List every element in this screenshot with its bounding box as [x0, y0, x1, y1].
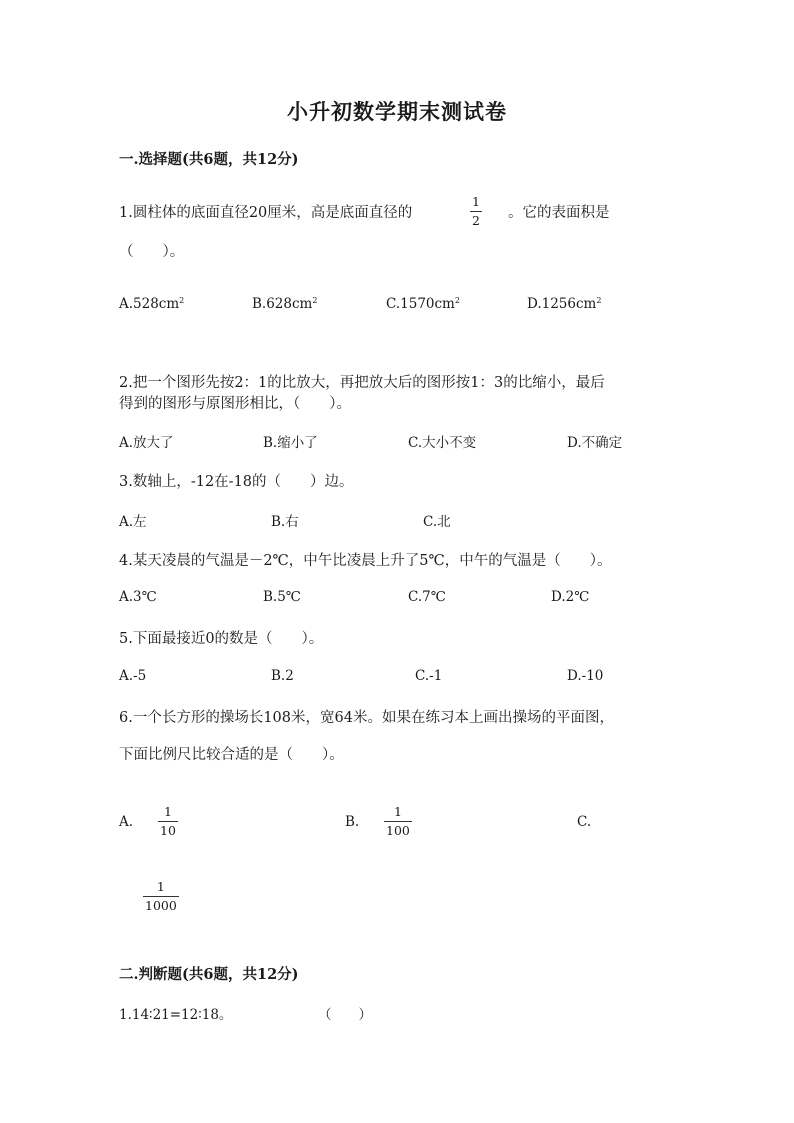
question-3-option-a: A.左	[119, 514, 147, 530]
question-6-text-line2: 下面比例尺比较合适的是（ ）。	[119, 747, 344, 763]
question-6-option-b-fraction	[384, 805, 412, 838]
question-5-text: 5.下面最接近0的数是（ ）。	[119, 631, 324, 647]
fraction-denominator: 1000	[145, 897, 177, 913]
judgement-1-answer-blank: （ ）	[318, 1007, 372, 1023]
question-5-option-d: D.-10	[567, 668, 604, 684]
question-2-option-d: D.不确定	[567, 435, 623, 451]
question-1-text-tail: 。它的表面积是	[508, 205, 610, 221]
page-title: 小升初数学期末测试卷	[287, 99, 507, 124]
question-6-option-a-fraction	[158, 805, 178, 838]
question-3-option-b: B.右	[271, 514, 299, 530]
question-3-text: 3.数轴上，-12在-18的（ ）边。	[119, 474, 354, 490]
question-4-option-a: A.3℃	[119, 589, 157, 605]
question-1-text: 1.圆柱体的底面直径20厘米，高是底面直径的	[119, 205, 413, 221]
question-2-option-a: A.放大了	[119, 435, 174, 451]
question-5-option-c: C.-1	[415, 668, 443, 684]
question-6-text: 6.一个长方形的操场长108米，宽64米。如果在练习本上画出操场的平面图，	[119, 710, 614, 726]
fraction-numerator: 1	[156, 879, 165, 894]
question-1-option-d: $D.1256cm^2$	[527, 296, 602, 312]
question-4-option-b: B.5℃	[263, 589, 301, 605]
question-2-text-line2: 得到的图形与原图形相比，（ ）。	[119, 396, 351, 412]
question-6-option-b-label: B.	[345, 814, 360, 830]
section-heading-choice: 一.选择题(共6题，共12分)	[119, 151, 299, 168]
fraction-numerator: 1	[163, 804, 172, 819]
question-3-option-c: C.北	[423, 514, 451, 530]
question-6-option-c-fraction	[143, 880, 179, 913]
question-5-option-b: B.2	[271, 668, 294, 684]
question-1-option-a: $A.528cm^2$	[119, 296, 185, 312]
question-4-option-c: C.7℃	[408, 589, 446, 605]
question-6-option-c-label: C.	[577, 814, 592, 830]
question-2-text: 2.把一个图形先按2：1的比放大，再把放大后的图形按1：3的比缩小，最后	[119, 375, 605, 391]
fraction-denominator: 2	[472, 212, 480, 228]
fraction-denominator: 10	[160, 822, 176, 838]
question-4-option-d: D.2℃	[551, 589, 590, 605]
fraction-numerator: 1	[393, 804, 402, 819]
question-2-option-b: B.缩小了	[263, 435, 318, 451]
question-6-option-a-label: A.	[119, 814, 134, 830]
question-1-option-b: $B.628cm^2$	[252, 296, 318, 312]
question-2-option-c: C.大小不变	[408, 435, 477, 451]
section-heading-judgement: 二.判断题(共6题，共12分)	[119, 966, 299, 983]
question-1-fraction	[470, 195, 482, 228]
question-1-option-c: $C.1570cm^2$	[386, 296, 460, 312]
judgement-1-text: 1.14∶21=12∶18。	[119, 1007, 233, 1023]
question-1-blank: （ ）。	[119, 244, 185, 260]
question-4-text: 4.某天凌晨的气温是－2℃，中午比凌晨上升了5℃，中午的气温是（ ）。	[119, 553, 612, 569]
fraction-denominator: 100	[386, 822, 410, 838]
question-5-option-a: A.-5	[119, 668, 147, 684]
fraction-numerator: 1	[472, 194, 480, 209]
